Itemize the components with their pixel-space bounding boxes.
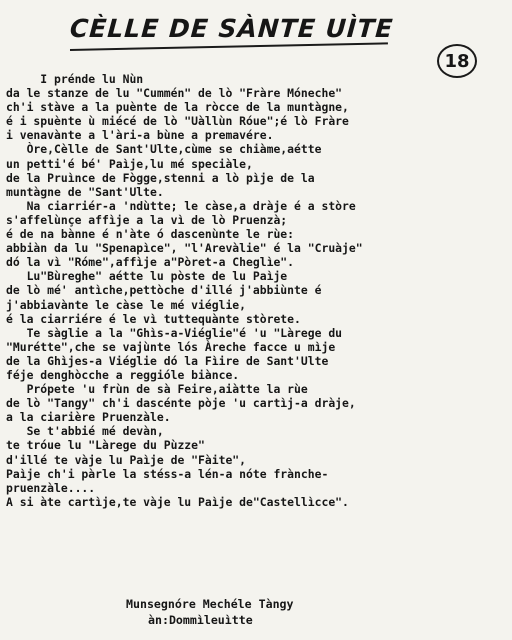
signature-block <box>126 596 386 628</box>
page-number: 18 <box>444 50 470 72</box>
title-block <box>70 14 400 58</box>
text-line: s'affelùnçe affìje a la vì de lò Pruenzà; <box>6 212 288 227</box>
text-line: da le stanze de lu "Cummén" de lò "Fràre Móneche" <box>6 86 343 101</box>
text-line: Se t'abbié mé devàn, <box>6 424 164 439</box>
text-line: muntàgne de "Sant'Ulte. <box>6 184 164 199</box>
text-line: é de na bànne é n'àte ó dascenùnte le rùe: <box>6 227 295 242</box>
text-line: de la Ghìjes-a Viéglie dó la Fìire de Sant'Ulte <box>6 353 329 368</box>
text-line: pruenzàle.... <box>6 480 96 495</box>
text-line: de lò "Tangy" ch'i dascénte pòje 'u cartìj-a dràje, <box>6 396 356 411</box>
text-line: Te sàglie a la "Ghìs-a-Viéglie"é 'u "Làrege du <box>6 325 343 340</box>
text-line: Própete 'u frùn de sà Feire,aiàtte la rùe <box>6 382 308 397</box>
text-line: a la ciarière Pruenzàle. <box>6 410 171 425</box>
text-line: i venavànte a l'àri-a bùne a premavére. <box>6 128 274 143</box>
text-line: "Murétte",che se vajùnte lós Àreche facce u mìje <box>6 339 336 354</box>
text-line: d'illé te vàje lu Paìje de "Fàite", <box>6 452 247 467</box>
text-line: abbiàn da lu "Spenapìce", "l'Arevàlie" é la "Cruàje" <box>6 241 363 256</box>
text-line: féje denghòcche a reggióle biànce. <box>6 367 240 382</box>
text-line: I prénde lu Nùn <box>6 72 144 86</box>
text-line: un petti'é bé' Paìje,lu mé speciàle, <box>6 156 253 171</box>
text-line: é i spuènte ù miécé de lò "Uàllùn Róue";é lò Fràre <box>6 114 349 129</box>
text-line: Òre,Cèlle de Sant'Ulte,cùme se chiàme,aétte <box>6 142 322 157</box>
text-line: dó la vì "Róme",affìje a"Pòret-a Cheglìe". <box>6 255 295 270</box>
text-line: A si àte cartìje,te vàje lu Paìje de"Castellìcce". <box>6 494 349 509</box>
text-line: Paìje ch'i pàrle la stéss-a lén-a nóte frànche- <box>6 466 329 481</box>
body-text <box>6 72 506 509</box>
text-line: de la Pruìnce de Fògge,stenni a lò pìje de la <box>6 170 315 185</box>
text-line: Lu"Bùreghe" aétte lu pòste de lu Paìje <box>6 269 288 284</box>
text-line: te tróue lu "Làrege du Pùzze" <box>6 438 205 453</box>
text-line: de lò mé' antìche,pettòche d'illé j'abbiùnte é <box>6 283 322 298</box>
document-title: CÈLLE DE SÀNTE UÌTE <box>68 14 395 43</box>
text-line: j'abbiavànte le càse le mé viéglie, <box>6 297 247 312</box>
text-line: é la ciarriére é le vì tuttequànte stòrete. <box>6 311 301 326</box>
author-name: Munsegnóre Mechéle Tàngy <box>126 597 294 611</box>
text-line: Na ciarriér-a 'ndùtte; le càse,a dràje é a stòre <box>6 198 356 213</box>
text-line: ch'i stàve a la puènte de la ròcce de la muntàgne, <box>6 100 349 115</box>
author-place: àn:Dommìleuìtte <box>148 613 253 627</box>
title-underline <box>70 42 388 51</box>
